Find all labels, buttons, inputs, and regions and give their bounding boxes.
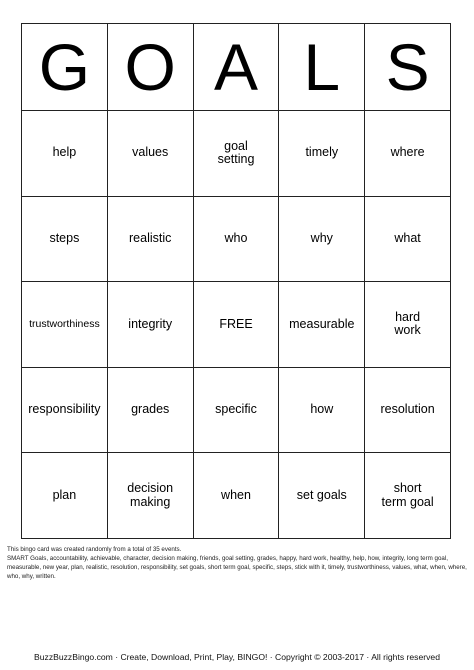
header-letter-l: L — [279, 24, 365, 110]
bingo-row — [22, 111, 450, 197]
bingo-row — [22, 368, 450, 454]
bingo-cell: decision making — [108, 453, 194, 538]
card-caption — [7, 546, 467, 582]
bingo-cell: steps — [22, 197, 108, 282]
bingo-row — [22, 282, 450, 368]
bingo-cell: timely — [279, 111, 365, 196]
bingo-cell: responsibility — [22, 368, 108, 453]
bingo-cell: who — [194, 197, 280, 282]
bingo-cell: when — [194, 453, 280, 538]
bingo-cell: realistic — [108, 197, 194, 282]
header-letter-g: G — [22, 24, 108, 110]
copyright-footer: BuzzBuzzBingo.com · Create, Download, Print, Play, BINGO! · Copyright © 2003-2017 · All rights reserved — [34, 652, 440, 662]
caption-event-list: SMART Goals, accountability, achievable, character, decision making, friends, goal setting, grades, happy, hard work, healthy, help, how, integrity, long term goal, measurable, new year, plan, realistic, resolution, responsibility, set goals, short term goal, specific, steps, stick with it, timely, trustworthiness, values, what, when, where, who, why, written. — [7, 554, 467, 580]
header-letter-s: S — [385, 30, 430, 104]
header-letter-o: O — [108, 24, 194, 110]
bingo-card — [21, 23, 451, 539]
bingo-cell: resolution — [380, 402, 435, 417]
bingo-cell: why — [279, 197, 365, 282]
bingo-cell: short term goal — [381, 480, 434, 509]
free-space-cell: FREE — [194, 282, 280, 367]
bingo-cell: how — [279, 368, 365, 453]
bingo-cell: grades — [108, 368, 194, 453]
caption-summary: This bingo card was created randomly from a total of 35 events. — [7, 546, 182, 553]
bingo-row — [22, 453, 450, 538]
bingo-cell: where — [390, 145, 425, 160]
header-letter-a: A — [194, 24, 280, 110]
bingo-cell: hard work — [394, 309, 421, 338]
bingo-cell: plan — [22, 453, 108, 538]
bingo-cell: trustworthiness — [22, 282, 108, 367]
bingo-cell: values — [108, 111, 194, 196]
bingo-grid — [22, 111, 450, 538]
bingo-cell: what — [394, 231, 421, 246]
bingo-cell: help — [22, 111, 108, 196]
bingo-cell: integrity — [108, 282, 194, 367]
bingo-cell: set goals — [279, 453, 365, 538]
bingo-cell: goal setting — [194, 111, 280, 196]
bingo-cell: specific — [194, 368, 280, 453]
bingo-row — [22, 197, 450, 283]
bingo-cell: measurable — [279, 282, 365, 367]
bingo-header-row — [22, 24, 450, 111]
